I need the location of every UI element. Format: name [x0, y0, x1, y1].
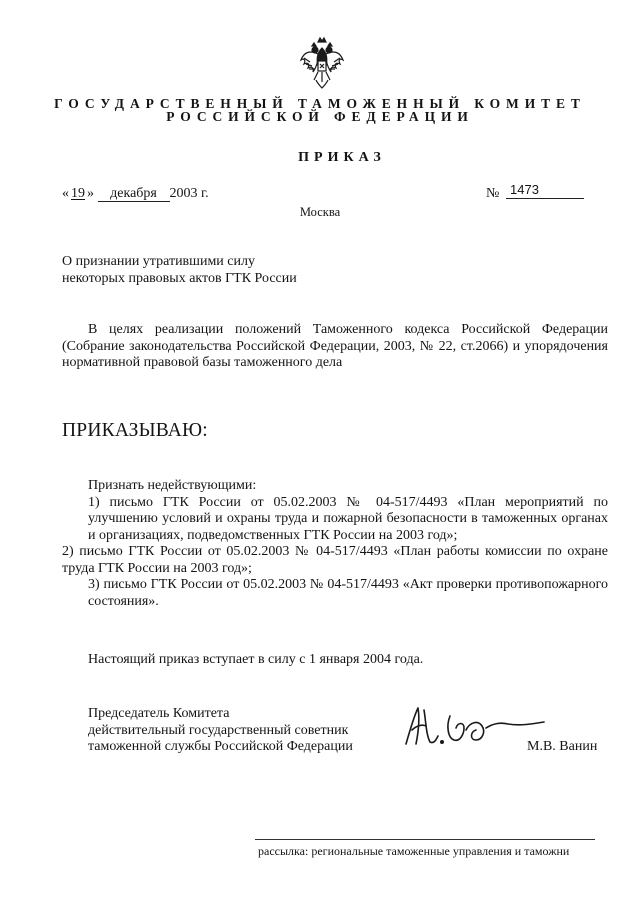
signatory-title-line-1: Председатель Комитета: [88, 706, 230, 721]
document-number-label: №: [486, 186, 500, 201]
organization-name-line2: РОССИЙСКОЙ ФЕДЕРАЦИИ: [166, 109, 474, 124]
date-month: декабря: [98, 187, 170, 202]
date-close-quote: »: [87, 186, 94, 201]
date-day: 19: [71, 186, 85, 201]
decree-item-1: 1) письмо ГТК России от 05.02.2003 № 04-517/4493 «План мероприятий по улучшению условий и охраны труда и пожарной безопасности в таможенных органах и организациях, подведомственных ГТК России на 2003 год»;: [88, 494, 608, 543]
signatory-title-block: [88, 706, 353, 756]
distribution-divider: [255, 839, 595, 840]
signatory-title-line-3: таможенной службы Российской Федерации: [88, 739, 353, 754]
organization-name-line1: ГОСУДАРСТВЕННЫЙ ТАМОЖЕННЫЙ КОМИТЕТ: [54, 96, 586, 111]
document-date: [62, 186, 209, 202]
preamble-paragraph: В целях реализации положений Таможенного кодекса Российской Федерации (Собрание законодательства Российской Федерации, 2003, № 22, ст.2066) и упорядочения нормативной правовой базы таможенного дела: [62, 322, 608, 370]
items-intro: Признать недействующими:: [88, 478, 257, 493]
decree-items: [62, 478, 608, 610]
decree-heading: ПРИКАЗЫВАЮ:: [62, 420, 208, 441]
date-open-quote: «: [62, 186, 69, 201]
document-subject: [62, 254, 297, 287]
signatory-name: М.В. Ванин: [527, 739, 598, 754]
decree-item-3: 3) письмо ГТК России от 05.02.2003 № 04-517/4493 «Акт проверки противопожарного состояния».: [88, 577, 608, 609]
coat-of-arms-emblem: [298, 36, 346, 92]
document-city: Москва: [299, 205, 341, 219]
document-number-value: 1473: [506, 182, 584, 199]
decree-item-2: 2) письмо ГТК России от 05.02.2003 № 04-517/4493 «План работы комиссии по охране труда ГТК России на 2003 год»;: [62, 544, 608, 576]
subject-line-1: О признании утратившими силу: [62, 254, 255, 269]
subject-line-2: некоторых правовых актов ГТК России: [62, 270, 297, 286]
signatory-title-line-2: действительный государственный советник: [88, 722, 349, 738]
handwritten-signature: [396, 700, 546, 752]
distribution-list: рассылка: региональные таможенные управления и таможни: [258, 844, 570, 858]
date-year: 2003 г.: [169, 186, 209, 201]
document-type-title: ПРИКАЗ: [298, 150, 386, 165]
effective-date-statement: Настоящий приказ вступает в силу с 1 января 2004 года.: [88, 652, 424, 667]
